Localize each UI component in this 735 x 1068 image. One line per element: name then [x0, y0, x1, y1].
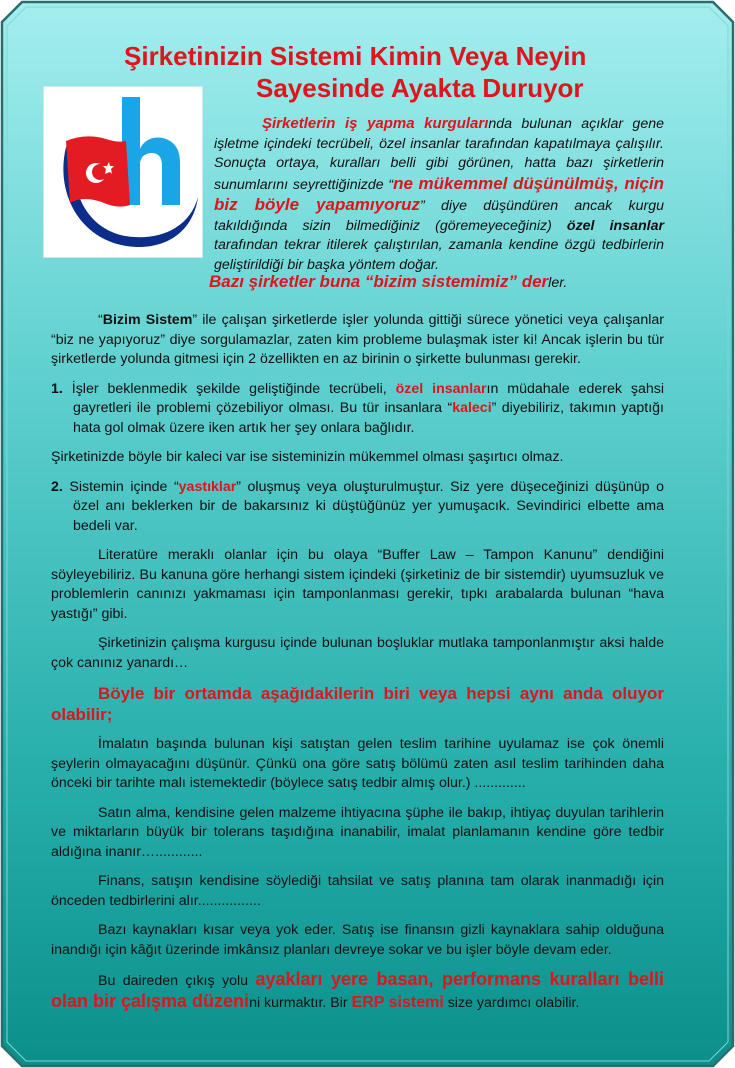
list-item-1-highlight-a: özel insanlar [395, 380, 487, 397]
intro-text-3: tarafından tekrar itilerek çalıştırılan, zamanla kendine özgü tedbirlerin geliştirildiği bir başka yöntem doğar. [214, 237, 664, 273]
title-line-2: Sayesinde Ayakta Duruyor [256, 73, 584, 103]
intro-bold-1: özel insanlar [566, 217, 664, 234]
paragraph-imalat: İmalatın başında bulunan kişi satıştan gelen teslim tarihine uyulamaz ise çok önemli şeylerin olmayacağını düşünür. Çünkü ona göre satış bölümü zaten asıl teslim tarihinden daha önceki bir tarihte malı istemektedir (böylece satış tedbir almış olur.) ............. [51, 736, 664, 791]
paragraph-tampon: Şirketinizin çalışma kurgusu içinde bulunan boşluklar mutlaka tamponlanmıştır aksi halde çok canınız yanardı… [51, 635, 664, 671]
list-item-2-number: 2. [51, 478, 63, 495]
list-item-2 [51, 478, 664, 537]
p1-text: ” ile çalışan şirketlerde işler yolunda gittiği sürece yönetici veya çalışanlar “biz ne yapıyoruz” diye sorgulamazlar, zaten kim probleme bulaşmak ister ki! Ancak işlerin bu tür şirketlerde yolunda gitmesi için 2 özellikten en az birinin o şirkette bulunması gerekir. [51, 312, 664, 367]
paragraph-finans: Finans, satışın kendisine söylediği tahsilat ve satış planına tam olarak inanmadığı için önceden tedbirlerini alır................ [51, 873, 664, 909]
paragraph-satin-alma: Satın alma, kendisine gelen malzeme ihtiyacına şüphe ile bakıp, ihtiyaç duyulan tarihlerin ve miktarların büyük bir tolerans taşıdığına inanabilir, imalat planlamanın kendine göre tedbir aldığına inanır…............ [51, 804, 664, 860]
paragraph-bizim-sistem [51, 311, 664, 370]
paragraph-conclusion [51, 970, 664, 1013]
intro-highlight-3: Bazı şirketler buna “bizim sistemimiz” der [209, 272, 549, 291]
title-line-1: Şirketinizin Sistemi Kimin Veya Neyin [124, 41, 587, 71]
company-logo [43, 86, 203, 258]
dh-logo-icon [44, 87, 202, 257]
section-heading: Böyle bir ortamda aşağıdakilerin biri veya hepsi aynı anda oluyor olabilir; [51, 684, 664, 724]
list-item-1-text-c: ” diyebiliriz, takımın yaptığı hata gol olmak üzere iken artık her şey onlara bağlıdır. [73, 400, 664, 436]
list-item-1-number: 1. [51, 380, 63, 397]
list-item-1-text-b: ın müdahale ederek şahsi gayretleri ile problemi çözebiliyor olması. Bu tür insanlara “ [73, 380, 664, 416]
intro-text-4: ler. [548, 275, 568, 291]
paragraph-buffer-law: Literatüre meraklı olanlar için bu olaya “Buffer Law – Tampon Kanunu” dendiğini söyleyebiliriz. Bu kanuna göre herhangi sistem içindeki (şirketiniz de bir sistemdir) uyumsuzluk ve problemlerin canınızı yakmaması için tamponlanması gerekir, tıpkı arabalarda bulunan “hava yastığı” gibi. [51, 547, 664, 622]
list-item-2-text-a: Sistemin içinde “ [62, 478, 179, 495]
intro-paragraph-top [214, 114, 664, 275]
conclusion-text-b: ni kurmaktır. Bir [249, 994, 352, 1011]
list-item-2-highlight: yastıklar [178, 478, 237, 495]
conclusion-highlight-b: ERP sistemi [351, 993, 444, 1011]
list-item-1-highlight-b: kaleci [452, 400, 492, 416]
conclusion-highlight-a: ayakları yere basan, performans kuralları belli olan bir çalışma düzeni [51, 969, 665, 1011]
list-item-2-text-b: ” oluşmuş veya oluşturulmuştur. Siz yere düşeceğinizi düşünüp o özel anı beklerken bir de bakarsınız ki düştüğünüz yer yumuşacık. Sevindirici elbette ama bedeli var. [73, 478, 664, 534]
p1-bold: Bizim Sistem [102, 312, 193, 328]
conclusion-text-a: Bu daireden çıkış yolu [98, 973, 256, 989]
intro-text-2: ” diye düşündüren ancak kurgu takıldığında sizin bilmediğiniz (göremeyeceğiniz) [214, 198, 664, 234]
intro-highlight-2: ne mükemmel düşünülmüş, niçin biz böyle yapamıyoruz [214, 173, 664, 214]
intro-highlight-1: Şirketlerin iş yapma kurguları [262, 115, 489, 132]
conclusion-text-c: size yardımcı olabilir. [443, 994, 580, 1011]
list-item-1-text-a: İşler beklenmedik şekilde geliştiğinde tecrübeli, [62, 380, 396, 397]
list-item-1 [51, 380, 664, 439]
intro-paragraph-bottom [51, 272, 664, 294]
paragraph-kaynaklar: Bazı kaynakları kısar veya yok eder. Satış ise finansın gizli kaynaklara sahip olduğuna inandığı için kâğıt üzerinde imkânsız planları devreye sokar ve bu işler böyle devam eder. [51, 922, 664, 958]
p1-quote: “ [98, 312, 103, 328]
intro-text-1: nda bulunan açıklar gene işletme içindeki tecrübeli, özel insanlar tarafından kapatılmaya çalışılır. Sonuçta ortaya, kuralları belli gibi görünen, hatta bazı şirketlerin sunumlarını seyrettiğinizde “ [214, 116, 664, 193]
paragraph-kaleci: Şirketinizde böyle bir kaleci var ise sisteminizin mükemmel olması şaşırtıcı olmaz. [51, 449, 564, 465]
body [51, 311, 664, 1023]
